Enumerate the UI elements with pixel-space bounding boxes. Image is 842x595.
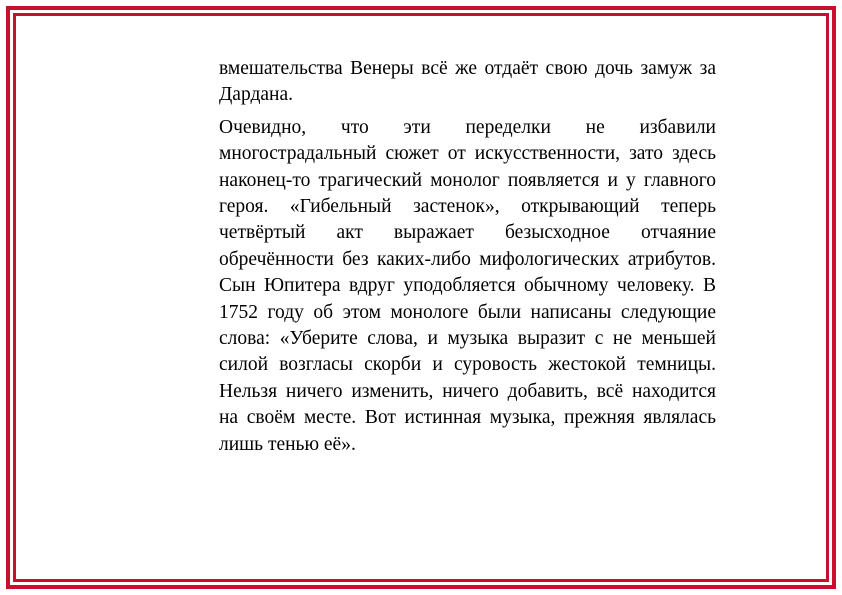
paragraph-main: Очевидно, что эти переделки не избавили многострадальный сюжет от искусственности, зато здесь наконец-то трагический монолог появляется и у главного героя. «Гибельный застенок», открывающий теперь четвёртый акт выражает безысходное отчаяние обречённости без каких-либо мифологических атрибутов. Сын Юпитера вдруг уподобляется обычному человеку. В 1752 году об этом монологе были написаны следующие слова: «Уберите слова, и музыка выразит с не меньшей силой возгласы скорби и суровость жестокой темницы. Нельзя ничего изменить, ничего добавить, всё находится на своём месте. Вот истинная музыка, прежняя являлась лишь тенью её». <box>219 116 716 455</box>
paragraph-continuation: вмешательства Венеры всё же отдаёт свою дочь замуж за Дардана. <box>219 58 716 106</box>
slide-text <box>219 56 716 464</box>
